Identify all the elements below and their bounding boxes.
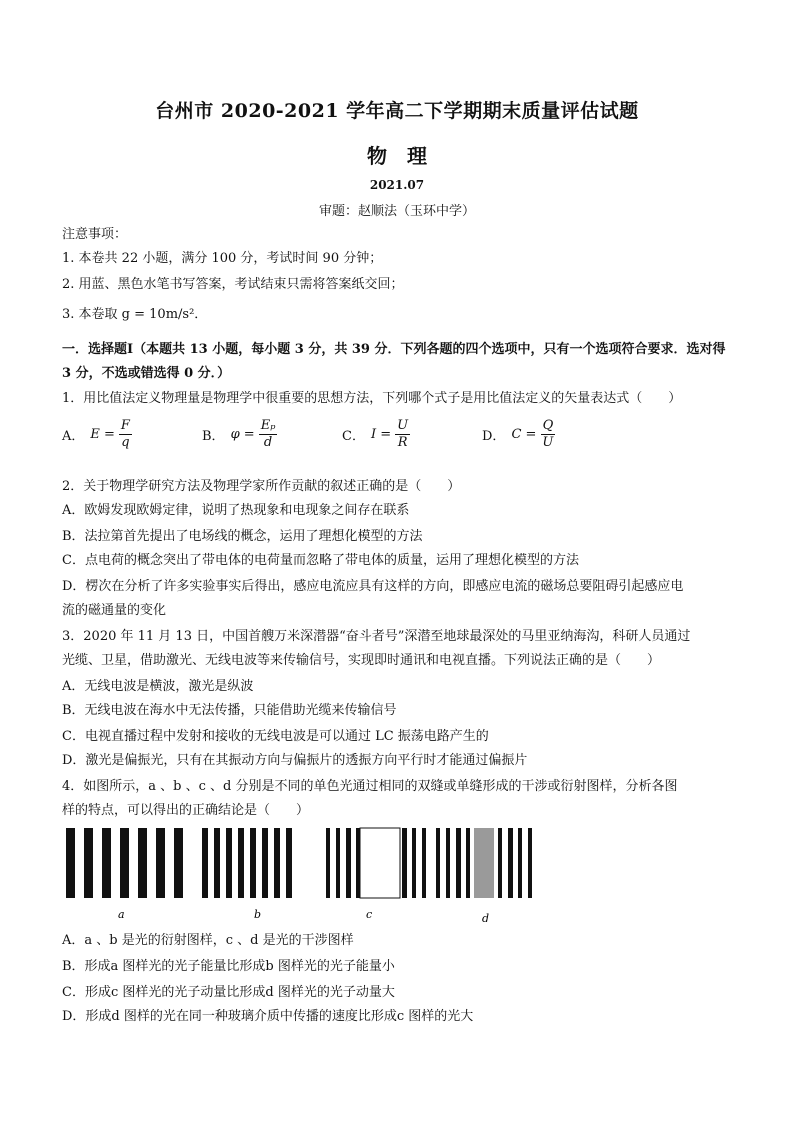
- q3-option-b: B．无线电波在海水中无法传播，只能借助光缆来传输信号: [62, 703, 397, 718]
- q1-option-b: [202, 418, 277, 451]
- figure-label-b: b: [254, 908, 262, 921]
- q1-option-d: [482, 418, 555, 451]
- q3-option-a: A．无线电波是横波，激光是纵波: [62, 679, 254, 694]
- central-bright-band: [360, 828, 400, 898]
- formula-lhs: I =: [370, 427, 392, 442]
- option-label: C．: [342, 429, 365, 444]
- q2-option-d: D．楞次在分析了许多实验事实后得出，感应电流应具有这样的方向，即感应电流的磁场总要阻碍引起感应电: [62, 579, 684, 594]
- fringe-bar: [202, 828, 208, 898]
- q4-stem-line1: 4．如图所示，a 、b 、c 、d 分别是不同的单色光通过相同的双缝或单缝形成的干涉或衍射图样，分析各图: [62, 779, 678, 794]
- q2-option-b: B．法拉第首先提出了电场线的概念，运用了理想化模型的方法: [62, 529, 423, 544]
- q2-option-d-cont: 流的磁通量的变化: [62, 603, 167, 618]
- formula-lhs: E =: [90, 427, 115, 442]
- q2-option-a: A．欧姆发现欧姆定律，说明了热现象和电现象之间存在联系: [62, 503, 410, 518]
- fringe-bar: [274, 828, 280, 898]
- fraction: [395, 418, 410, 451]
- note-item-2: 2. 用蓝、黑色水笔书写答案，考试结束只需将答案纸交回；: [62, 277, 404, 292]
- exam-title: 台州市 2020-2021 学年高二下学期期末质量评估试题: [155, 100, 639, 122]
- option-label: A．: [62, 429, 85, 444]
- denominator: R: [397, 435, 408, 450]
- figure-label-d: d: [482, 912, 490, 925]
- fringe-bar: [66, 828, 75, 898]
- fringe-bar: [498, 828, 502, 898]
- fringe-bar: [508, 828, 513, 898]
- q3-option-c: C．电视直播过程中发射和接收的无线电波是可以通过 LC 振荡电路产生的: [62, 729, 489, 744]
- subject-title: 物理: [367, 144, 447, 168]
- fraction: [259, 418, 278, 451]
- denominator: q: [121, 435, 130, 450]
- fringe-bar: [262, 828, 268, 898]
- fringe-bar: [250, 828, 256, 898]
- fringe-bar: [326, 828, 330, 898]
- fraction: [119, 418, 132, 451]
- fringe-bar: [356, 828, 360, 898]
- fringe-bar: [102, 828, 111, 898]
- fringe-bar: [156, 828, 165, 898]
- denominator: d: [263, 435, 273, 450]
- exam-date: 2021.07: [369, 178, 425, 192]
- numerator: Eₚ: [260, 418, 276, 433]
- formula-lhs: φ =: [230, 427, 255, 442]
- q3-stem-line2: 光缆、卫星，借助激光、无线电波等来传输信号，实现即时通讯和电视直播。下列说法正确的是（ ）: [62, 653, 661, 668]
- note-item-3: 3. 本卷取 g = 10m/s²．: [62, 307, 208, 322]
- fringe-bar: [436, 828, 440, 898]
- figure-label-c: c: [366, 908, 373, 921]
- fringe-bar: [528, 828, 532, 898]
- q3-stem-line1: 3．2020 年 11 月 13 日，中国首艘万米深潜器“奋斗者号”深潜至地球最深处的马里亚纳海沟，科研人员通过: [62, 629, 691, 644]
- fringe-bar: [402, 828, 407, 898]
- fringe-bar: [138, 828, 147, 898]
- fringe-bar: [412, 828, 416, 898]
- note-item-1: 1. 本卷共 22 小题，满分 100 分，考试时间 90 分钟；: [62, 251, 383, 266]
- q4-option-a: A．a 、b 是光的衍射图样，c 、d 是光的干涉图样: [62, 933, 354, 948]
- option-label: B．: [202, 429, 225, 444]
- fringe-bar: [174, 828, 183, 898]
- q4-stem-line2: 样的特点，可以得出的正确结论是（ ）: [62, 803, 310, 818]
- fringe-bar: [446, 828, 450, 898]
- q4-option-b: B．形成a 图样光的光子能量比形成b 图样光的光子能量小: [62, 959, 395, 974]
- denominator: U: [542, 435, 554, 450]
- section-1-heading: 一．选择题Ⅰ（本题共 13 小题，每小题 3 分，共 39 分．下列各题的四个选项中，只有一个选项符合要求．选对得 3 分，不选或错选得 0 分．）: [62, 342, 726, 381]
- fringe-bar: [226, 828, 232, 898]
- fringe-bar: [422, 828, 426, 898]
- q1-option-c: [342, 418, 410, 451]
- option-label: D．: [482, 429, 506, 444]
- q4-option-c: C．形成c 图样光的光子动量比形成d 图样光的光子动量大: [62, 985, 395, 1000]
- q2-stem: 2．关于物理学研究方法及物理学家所作贡献的叙述正确的是（ ）: [62, 479, 461, 494]
- fringe-bar: [120, 828, 129, 898]
- q2-option-c: C．点电荷的概念突出了带电体的电荷量而忽略了带电体的质量，运用了理想化模型的方法: [62, 553, 579, 568]
- fringe-bar: [84, 828, 93, 898]
- fringe-bar: [336, 828, 340, 898]
- fringe-bar: [238, 828, 244, 898]
- q1-option-a: [62, 418, 132, 451]
- q1-stem: 1．用比值法定义物理量是物理学中很重要的思想方法，下列哪个式子是用比值法定义的矢量表达式（ ）: [62, 391, 682, 406]
- fringe-bar: [518, 828, 522, 898]
- fringe-bar: [214, 828, 220, 898]
- fringe-bar: [466, 828, 470, 898]
- fringe-bar: [286, 828, 292, 898]
- central-band: [474, 828, 494, 898]
- numerator: F: [120, 418, 130, 433]
- reviewer-line: 审题：赵顺法（玉环中学）: [318, 204, 475, 219]
- q3-option-d: D．激光是偏振光，只有在其振动方向与偏振片的透振方向平行时才能通过偏振片: [62, 753, 528, 768]
- fringe-bar: [456, 828, 461, 898]
- figure-label-a: a: [118, 908, 125, 921]
- numerator: Q: [542, 418, 554, 433]
- numerator: U: [397, 418, 409, 433]
- q4-option-d: D．形成d 图样的光在同一种玻璃介质中传播的速度比形成c 图样的光大: [62, 1009, 474, 1024]
- formula-lhs: C =: [511, 427, 537, 442]
- notes-heading: 注意事项：: [62, 227, 128, 242]
- fringe-patterns-figure: [62, 826, 540, 926]
- fraction: [540, 418, 555, 451]
- fringe-bar: [346, 828, 351, 898]
